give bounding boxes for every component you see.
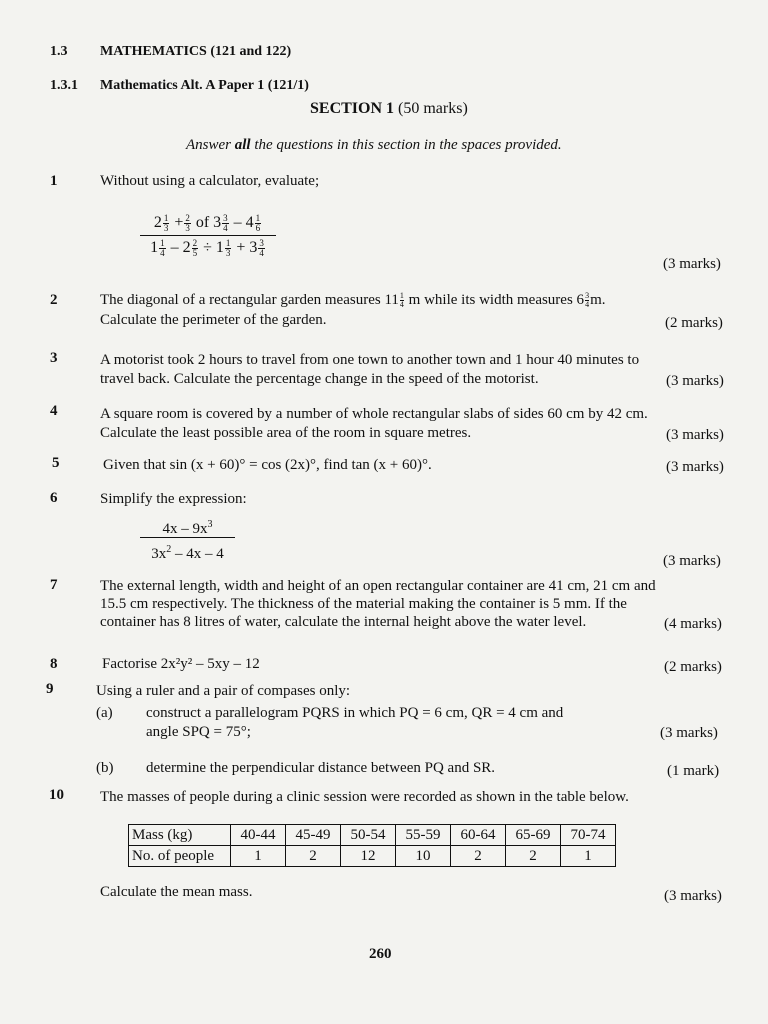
question-text: Calculate the mean mass. [100,884,253,900]
question-number: 8 [50,656,58,672]
marks-label: (3 marks) [663,553,721,569]
subpart-label: (b) [96,760,114,776]
section-title: MATHEMATICS (121 and 122) [100,44,292,59]
table-cell: 50-54 [341,825,396,846]
table-header-cell: No. of people [129,846,231,867]
subpart-label: (a) [96,705,113,721]
marks-label: (1 mark) [667,763,720,779]
question-text: Using a ruler and a pair of compases only: [96,683,351,699]
question-number: 6 [50,490,58,506]
question-text: angle SPQ = 75°; [146,724,251,740]
marks-label: (3 marks) [663,256,721,272]
question-text: Calculate the least possible area of the room in square metres. [100,425,472,441]
table-cell: 1 [561,846,616,867]
table-row [129,846,616,867]
marks-label: (3 marks) [660,725,718,741]
marks-label: (2 marks) [664,659,722,675]
table-cell: 40-44 [231,825,286,846]
table-header-cell: Mass (kg) [129,825,231,846]
fraction-bar [140,537,235,538]
algebraic-fraction [140,515,235,560]
question-text: Simplify the expression: [100,491,247,507]
table-cell: 2 [451,846,506,867]
subsection-number: 1.3.1 [50,78,78,93]
marks-label: (2 marks) [665,315,723,331]
question-text: The external length, width and height of an open rectangular container are 41 cm, 21 cm and [100,578,656,594]
table-cell: 65-69 [506,825,561,846]
question-text: container has 8 litres of water, calculate the internal height above the water level. [100,614,587,630]
table-cell: 10 [396,846,451,867]
question-number: 1 [50,173,58,189]
question-text: Factorise 2x²y² – 5xy – 12 [102,656,260,672]
question-text: 15.5 cm respectively. The thickness of the material making the container is 5 mm. If the [100,596,627,612]
table-cell: 70-74 [561,825,616,846]
table-cell: 1 [231,846,286,867]
marks-label: (3 marks) [666,459,724,475]
section-heading: SECTION 1 (50 marks) [310,100,468,117]
question-number: 7 [50,577,58,593]
question-text: A motorist took 2 hours to travel from one town to another town and 1 hour 40 minutes to [100,352,640,368]
question-text: A square room is covered by a number of whole rectangular slabs of sides 60 cm by 42 cm. [100,406,648,422]
table-row [129,825,616,846]
question-text: determine the perpendicular distance between PQ and SR. [146,760,496,776]
marks-label: (3 marks) [666,427,724,443]
table-cell: 45-49 [286,825,341,846]
question-number: 9 [46,681,54,697]
question-text: Given that sin (x + 60)° = cos (2x)°, find tan (x + 60)°. [103,457,432,473]
question-number: 10 [49,787,64,803]
mass-table [128,824,616,867]
complex-fraction [140,212,276,259]
question-text: Without using a calculator, evaluate; [100,173,320,189]
question-number: 2 [50,292,58,308]
section-number: 1.3 [50,44,68,59]
question-text: The diagonal of a rectangular garden measures 11 $\frac{1}{4}$ m while its width measures 6 $\frac{3}{4}$ m. [100,291,606,310]
page-number: 260 [369,946,392,962]
question-text: Calculate the perimeter of the garden. [100,312,327,328]
table-cell: 12 [341,846,396,867]
table-cell: 55-59 [396,825,451,846]
table-cell: 2 [286,846,341,867]
question-text: travel back. Calculate the percentage change in the speed of the motorist. [100,371,539,387]
fraction-numerator: 2 $\frac{1}{3}$ + $\frac{2}{3}$ of 3 $\frac{3}{4}$ – 4 $\frac{1}{6}$ [153,212,261,233]
table-cell: 60-64 [451,825,506,846]
fraction-denominator: $3x^2 - 4x - 4$ [151,544,224,562]
subsection-title: Mathematics Alt. A Paper 1 (121/1) [100,78,309,93]
question-number: 5 [52,455,60,471]
marks-label: (4 marks) [664,616,722,632]
fraction-numerator: $4x - 9x^3$ [162,519,213,537]
marks-label: (3 marks) [666,373,724,389]
question-number: 3 [50,350,58,366]
fraction-bar [140,235,276,236]
table-cell: 2 [506,846,561,867]
marks-label: (3 marks) [664,888,722,904]
instructions: Answer all the questions in this section in the spaces provided. [186,137,562,153]
question-text: The masses of people during a clinic session were recorded as shown in the table below. [100,789,629,805]
question-number: 4 [50,403,58,419]
question-text: construct a parallelogram PQRS in which PQ = 6 cm, QR = 4 cm and [146,705,564,721]
fraction-denominator: 1 $\frac{1}{4}$ – 2 $\frac{2}{5}$ ÷ 1 $\frac{1}{3}$ + 3 $\frac{3}{4}$ [150,237,264,258]
